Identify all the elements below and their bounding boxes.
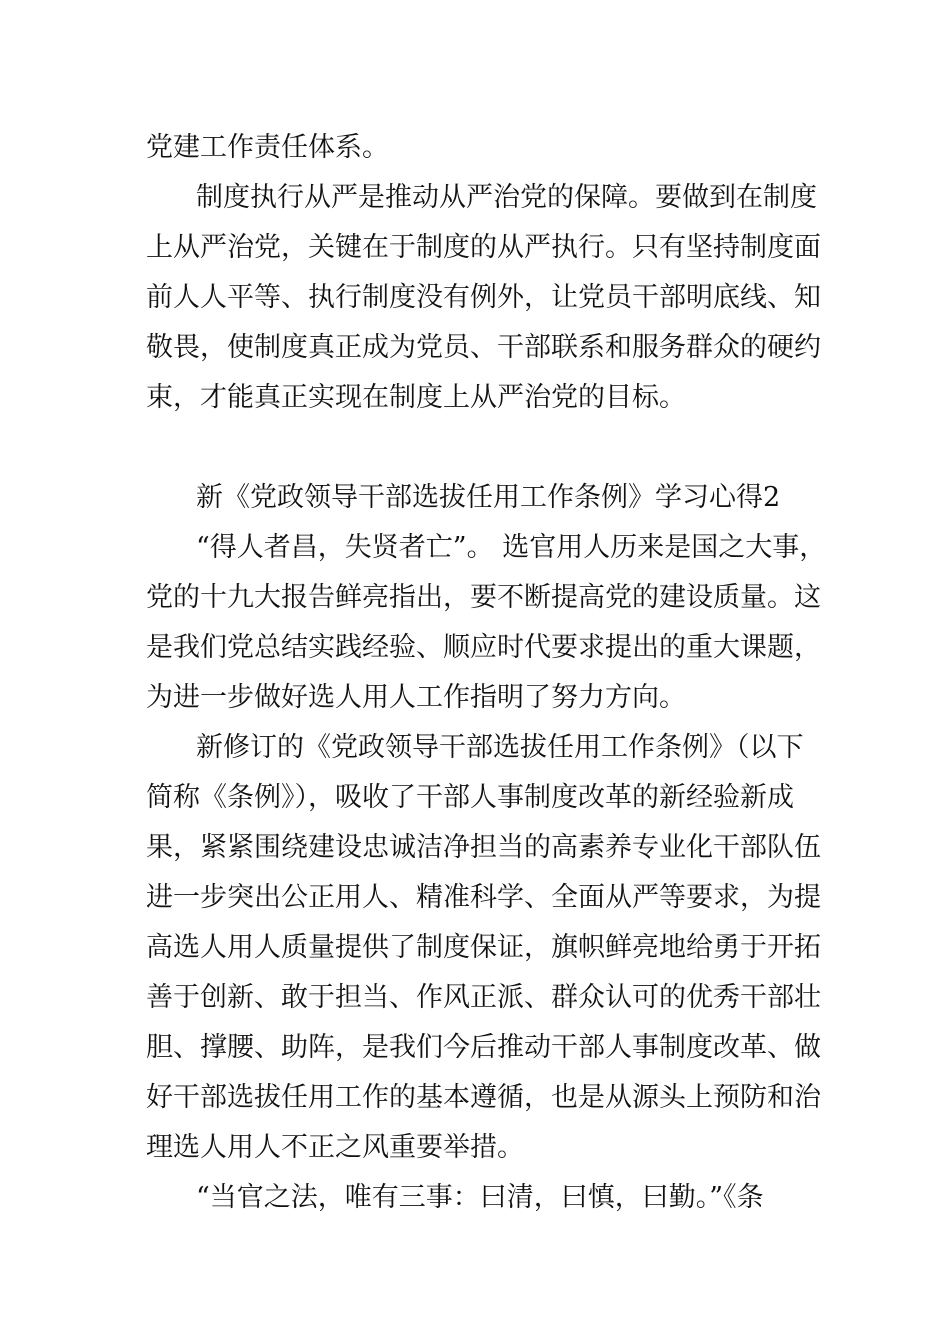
paragraph-first-line: 制度执行从严是推动从严治党的保障。要做到在制度 <box>196 182 817 213</box>
text-line: 理选人用人不正之风重要举措。 <box>146 1132 524 1163</box>
text-line: 前人人平等、执行制度没有例外，让党员干部明底线、知 <box>146 282 821 313</box>
text-line: 敬畏，使制度真正成为党员、干部联系和服务群众的硬约 <box>146 332 821 363</box>
text-line: 高选人用人质量提供了制度保证，旗帜鲜亮地给勇于开拓 <box>146 932 821 963</box>
text-line: 为进一步做好选人用人工作指明了努力方向。 <box>146 682 686 713</box>
text-line: 党的十九大报告鲜亮指出，要不断提高党的建设质量。这 <box>146 582 821 613</box>
text-line: 好干部选拔任用工作的基本遵循，也是从源头上预防和治 <box>146 1082 821 1113</box>
text-line: 是我们党总结实践经验、顺应时代要求提出的重大课题， <box>146 632 821 663</box>
text-line: 善于创新、敢于担当、作风正派、群众认可的优秀干部壮 <box>146 982 821 1013</box>
text-line: 果，紧紧围绕建设忠诚洁净担当的高素养专业化干部队伍 <box>146 832 821 863</box>
text-line: 进一步突出公正用人、精准科学、全面从严等要求，为提 <box>146 882 821 913</box>
text-line: 党建工作责任体系。 <box>146 132 389 163</box>
text-line: 简称《条例》），吸收了干部人事制度改革的新经验新成 <box>146 782 794 813</box>
text-line: 上从严治党，关键在于制度的从严执行。只有坚持制度面 <box>146 232 821 263</box>
paragraph-first-line: “当官之法，唯有三事：曰清，曰慎，曰勤。”《条 <box>196 1182 764 1213</box>
text-line: 胆、撑腰、助阵，是我们今后推动干部人事制度改革、做 <box>146 1032 821 1063</box>
section-title: 新《党政领导干部选拔任用工作条例》学习心得2 <box>196 482 781 513</box>
text-line: 束，才能真正实现在制度上从严治党的目标。 <box>146 382 686 413</box>
paragraph-first-line: 新修订的《党政领导干部选拔任用工作条例》（以下 <box>196 732 804 763</box>
paragraph-first-line: “得人者昌，失贤者亡”。 选官用人历来是国之大事， <box>196 532 827 563</box>
